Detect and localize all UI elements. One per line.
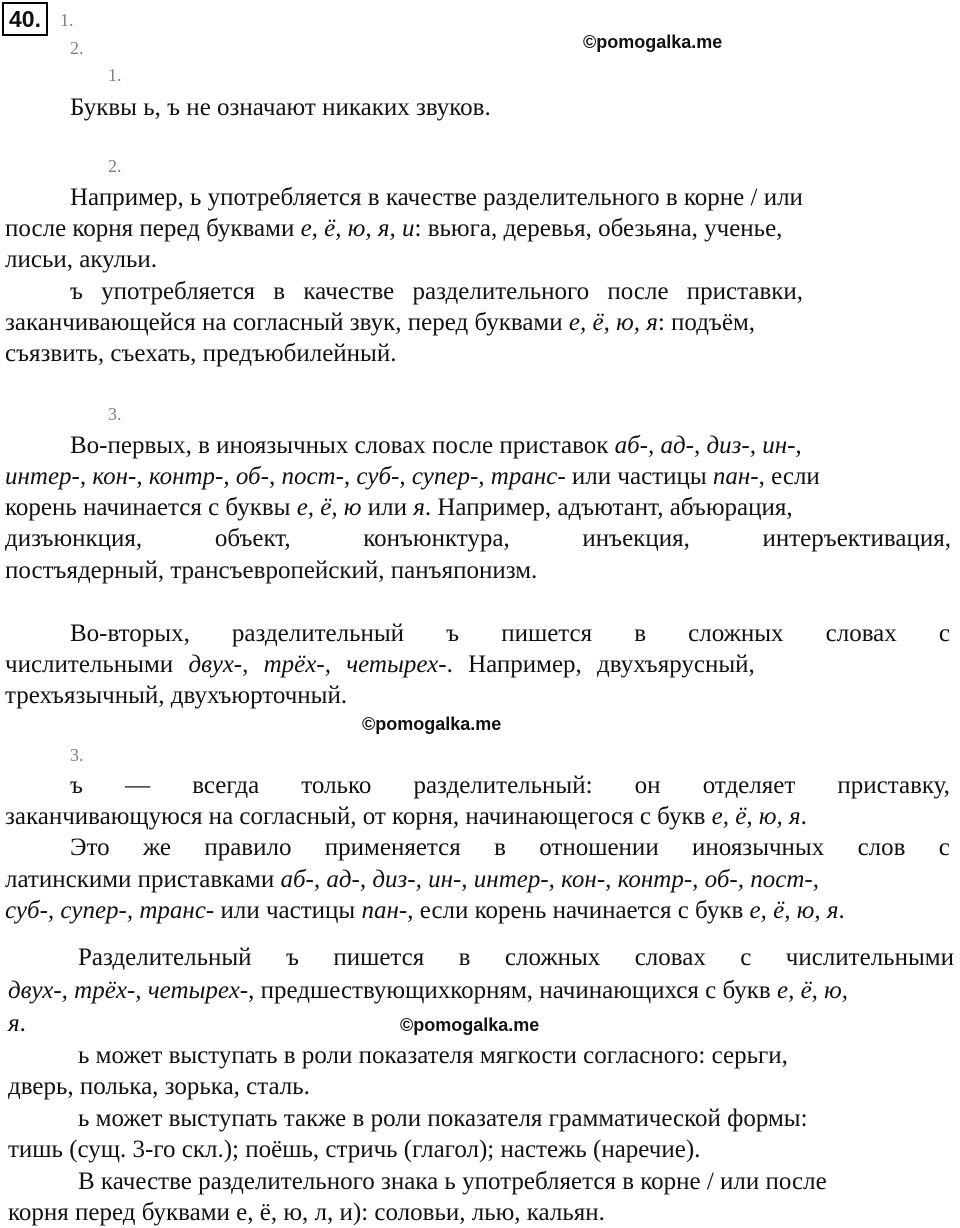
- s2-p2-line1: ъ употребляется в качестве разделительного после приставки,: [70, 278, 804, 305]
- s4-p5-line1: В качестве разделительного знака ь употребляется в корне / или после: [78, 1168, 827, 1195]
- watermark-middle: ©pomogalka.me: [362, 714, 502, 734]
- watermark-bottom: ©pomogalka.me: [400, 1015, 540, 1035]
- s2-p1-line3: лисьи, акульи.: [5, 246, 158, 273]
- s3-m-line2: числительными двух-, трёх-, четырех-. Например, двухъярусный,: [5, 651, 755, 678]
- s2-p1-line1: Например, ь употребляется в качестве разделительного в корне / или: [70, 184, 803, 211]
- s4-p2-line2: двух-, трёх-, четырех-, предшествующихкорням, начинающихся с букв е, ё, ю,: [8, 977, 849, 1004]
- s4-line3: Это же правило применяется в отношении иноязычных слов с: [70, 834, 950, 861]
- section-4-label: 3.: [70, 745, 84, 765]
- s4-p3-line1: ь может выступать в роли показателя мягкости согласного: серьги,: [78, 1042, 788, 1069]
- s3-line1: Во-первых, в иноязычных словах после приставок аб-, ад-, диз-, ин-,: [70, 432, 802, 459]
- section-3-label: 3.: [108, 404, 122, 424]
- s3-line2: интер-, кон-, контр-, об-, пост-, суб-, супер-, транс- или частицы пан-, если: [5, 463, 820, 490]
- watermark-top: ©pomogalka.me: [583, 32, 723, 52]
- s4-line1: ъ — всегда только разделительный: он отделяет приставку,: [70, 772, 950, 799]
- s4-line4: латинскими приставками аб-, ад-, диз-, ин-, интер-, кон-, контр-, об-, пост-,: [5, 866, 819, 893]
- s4-line5: суб-, супер-, транс- или частицы пан-, если корень начинается с букв е, ё, ю, я.: [5, 897, 845, 924]
- s4-line2: заканчивающуюся на согласный, от корня, начинающегося с букв е, ё, ю, я.: [5, 803, 807, 830]
- section-1-text: Буквы ь, ъ не означают никаких звуков.: [70, 94, 491, 121]
- s4-p4-line2: тишь (сущ. 3-го скл.); поёшь, стричь (глагол); настежь (наречие).: [8, 1136, 701, 1163]
- s4-p5-line2: корня перед буквами е, ё, ю, л, и): соловьи, лью, кальян.: [8, 1199, 605, 1226]
- s2-p2-line3: съязвить, съехать, предъюбилейный.: [5, 340, 397, 367]
- s2-p2-line2: заканчивающейся на согласный звук, перед буквами е, ё, ю, я: подъём,: [5, 309, 756, 336]
- section-2-label: 2.: [108, 156, 122, 176]
- label-2: 2.: [70, 38, 84, 58]
- s4-p4-line1: ь может выступать также в роли показателя грамматической формы:: [78, 1105, 808, 1132]
- s4-p2-line1: Разделительный ъ пишется в сложных словах с числительными: [78, 944, 954, 971]
- s2-p1-line2: после корня перед буквами е, ё, ю, я, и: вьюга, деревья, обезьяна, ученье,: [5, 215, 783, 242]
- section-1-label: 1.: [108, 65, 122, 85]
- s3-line4: дизъюнкция, объект, конъюнктура, инъекция, интеръективация,: [5, 525, 951, 552]
- s4-p3-line2: дверь, полька, зорька, сталь.: [8, 1073, 310, 1100]
- s3-m-line1: Во-вторых, разделительный ъ пишется в сложных словах с: [70, 620, 950, 647]
- s3-line5: постъядерный, трансъевропейский, панъяпонизм.: [5, 557, 538, 584]
- task-number-box: 40.: [2, 2, 48, 36]
- label-1: 1.: [60, 10, 74, 30]
- s4-p2-line3: я.: [8, 1010, 26, 1037]
- s3-line3: корень начинается с буквы е, ё, ю или я. Например, адъютант, абъюрация,: [5, 494, 793, 521]
- s3-m-line3: трехъязычный, двухъюрточный.: [5, 682, 348, 709]
